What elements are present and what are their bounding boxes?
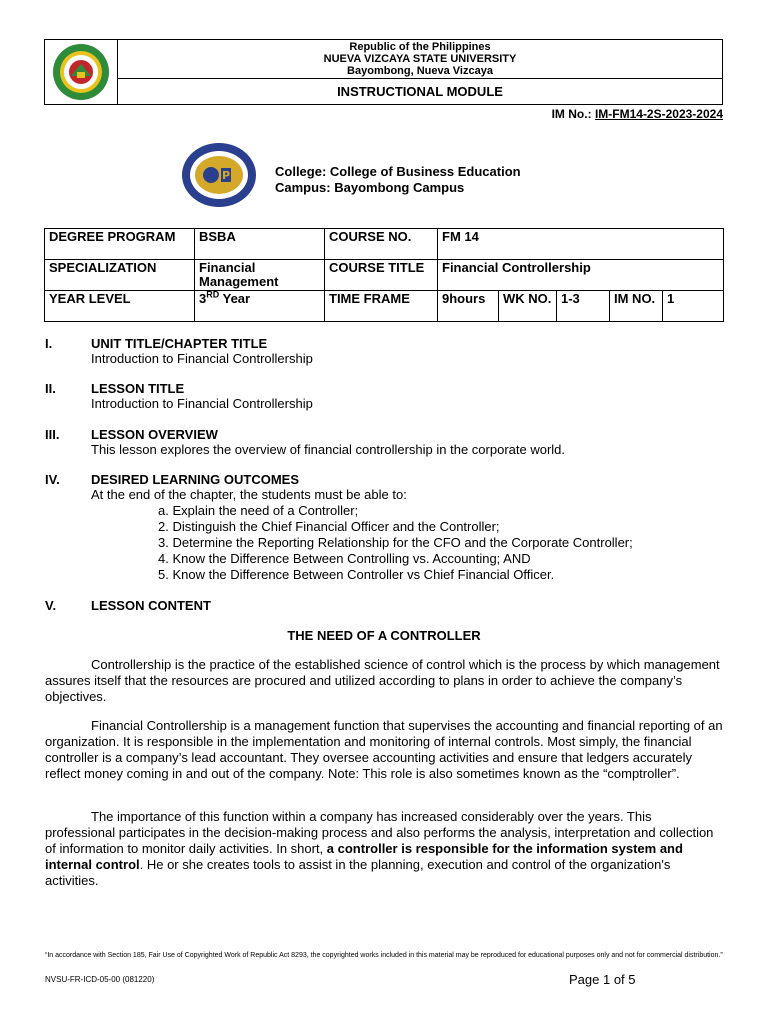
table-cell bbox=[195, 291, 325, 322]
college-info bbox=[275, 164, 521, 196]
section-title: LESSON CONTENT bbox=[91, 598, 211, 613]
section-title: DESIRED LEARNING OUTCOMES bbox=[91, 472, 300, 487]
section-body: Introduction to Financial Controllership bbox=[91, 396, 313, 411]
copyright-note: “In accordance with Section 185, Fair Use of Copyrighted Work of Republic Act 8293, the copyrighted works included in this material may be reproduced for educational purposes only and not for commercial distribution.” bbox=[45, 952, 723, 959]
year-word: Year bbox=[219, 291, 251, 306]
im-number bbox=[552, 107, 723, 121]
outcomes-intro: At the end of the chapter, the students must be able to: bbox=[91, 487, 407, 502]
paragraph-text: Controllership is the practice of the established science of control which is the process by which management assures itself that the resources are procured and utilized according to plans in order to achieve the company’s objectives. bbox=[45, 657, 720, 704]
table-cell: YEAR LEVEL bbox=[45, 291, 195, 322]
section-body: Introduction to Financial Controllership bbox=[91, 351, 313, 366]
college-line: College: College of Business Education bbox=[275, 164, 521, 179]
section-number: II. bbox=[45, 381, 56, 396]
college-seal-icon bbox=[181, 142, 257, 208]
page-number: Page 1 of 5 bbox=[569, 972, 636, 987]
table-cell: IM NO. bbox=[610, 291, 663, 322]
paragraph bbox=[45, 657, 725, 705]
paragraph-text: The importance of this function within a company has increased considerably over the years. This professional participates in the decision-making process and also performs the analysis, interpretation and collection of information to monitor daily activities. In short, bbox=[45, 809, 714, 856]
svg-text:P: P bbox=[221, 169, 231, 182]
paragraph-emphasis: a controller is responsible for the information system and internal control bbox=[45, 841, 683, 872]
table-cell: DEGREE PROGRAM bbox=[45, 229, 195, 260]
table-cell: Financial Controllership bbox=[438, 260, 724, 291]
table-cell: 1-3 bbox=[557, 291, 610, 322]
form-code: NVSU-FR-ICD-05-00 (081220) bbox=[45, 975, 155, 984]
table-row bbox=[45, 260, 724, 291]
section-number: III. bbox=[45, 427, 60, 442]
list-item: a. Explain the need of a Controller; bbox=[158, 503, 359, 518]
table-cell: BSBA bbox=[195, 229, 325, 260]
table-cell: Financial Management bbox=[195, 260, 325, 291]
section-number: V. bbox=[45, 598, 57, 613]
table-cell: 1 bbox=[663, 291, 724, 322]
section-body: This lesson explores the overview of financial controllership in the corporate world. bbox=[91, 442, 566, 457]
section-title: LESSON TITLE bbox=[91, 381, 185, 396]
campus-line: Campus: Bayombong Campus bbox=[275, 180, 465, 195]
table-cell: COURSE TITLE bbox=[325, 260, 438, 291]
im-number-value: IM-FM14-2S-2023-2024 bbox=[594, 107, 723, 121]
table-cell: SPECIALIZATION bbox=[45, 260, 195, 291]
college-seal-wrap bbox=[181, 142, 257, 213]
table-row bbox=[45, 229, 724, 260]
course-info-table bbox=[44, 228, 724, 322]
year-number: 3 bbox=[199, 291, 207, 306]
header-line-address: Bayombong, Nueva Vizcaya bbox=[347, 65, 493, 77]
table-cell: WK NO. bbox=[499, 291, 557, 322]
paragraph-text: Financial Controllership is a management function that supervises the accounting and financial reporting of an organization. It is responsible in the implementation and monitoring of internal controls. Most simply, the financial controller is a company’s lead accountant. They oversee accounting activities and ensure that ledgers accurately reflect money coming in and out of the company. Note: This role is also sometimes known as the “comptroller”. bbox=[45, 718, 723, 781]
university-seal-icon bbox=[51, 42, 111, 102]
section-number: I. bbox=[45, 336, 53, 351]
paragraph bbox=[45, 718, 725, 782]
paragraph bbox=[45, 809, 725, 889]
header-line-republic: Republic of the Philippines bbox=[349, 41, 491, 53]
list-item: 3. Determine the Reporting Relationship for the CFO and the Corporate Controller; bbox=[158, 535, 633, 550]
table-cell: COURSE NO. bbox=[325, 229, 438, 260]
paragraph-text: . He or she creates tools to assist in the planning, execution and control of the organization's activities. bbox=[45, 857, 671, 888]
list-item: 5. Know the Difference Between Controller vs Chief Financial Officer. bbox=[158, 567, 555, 582]
list-item: 4. Know the Difference Between Controlling vs. Accounting; AND bbox=[158, 551, 531, 566]
table-cell: FM 14 bbox=[438, 229, 724, 260]
header-module-title: INSTRUCTIONAL MODULE bbox=[337, 84, 503, 99]
list-item: 2. Distinguish the Chief Financial Officer and the Controller; bbox=[158, 519, 500, 534]
section-number: IV. bbox=[45, 472, 60, 487]
content-heading: THE NEED OF A CONTROLLER bbox=[287, 628, 481, 643]
header-logo-cell bbox=[45, 40, 118, 104]
section-title: UNIT TITLE/CHAPTER TITLE bbox=[91, 336, 268, 351]
table-row bbox=[45, 291, 724, 322]
table-cell: 9hours bbox=[438, 291, 499, 322]
year-suffix: RD bbox=[206, 289, 220, 300]
document-header bbox=[44, 39, 723, 105]
table-cell: TIME FRAME bbox=[325, 291, 438, 322]
im-number-label: IM No.: bbox=[551, 107, 592, 121]
header-institution bbox=[118, 40, 722, 79]
section-title: LESSON OVERVIEW bbox=[91, 427, 218, 442]
header-line-university: NUEVA VIZCAYA STATE UNIVERSITY bbox=[323, 53, 517, 65]
